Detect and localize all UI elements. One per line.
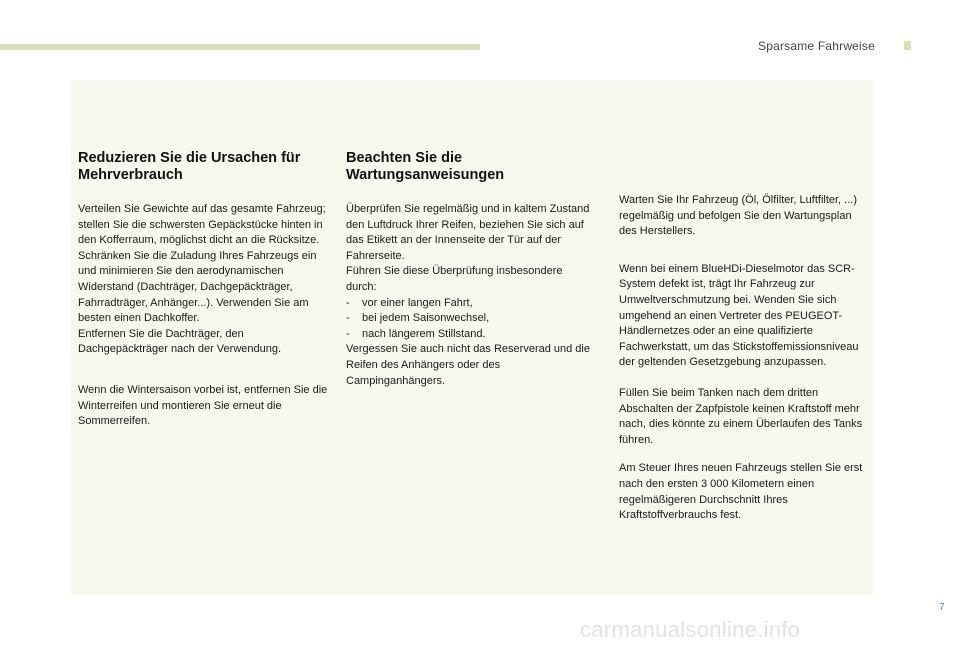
list-item: - bei jedem Saisonwechsel, — [346, 312, 490, 325]
chapter-title: Sparsame Fahrweise — [758, 39, 875, 53]
column-weight — [78, 150, 328, 430]
column-maintenance-continued — [619, 193, 869, 524]
paragraph: Verteilen Sie Gewichte auf das gesamte Fahrzeug; stellen Sie die schwersten Gepäckstücke hinten in den Kofferraum, möglichst dicht an die Rücksitze. — [78, 203, 326, 247]
section-title-weight: Reduzieren Sie die Ursachen für Mehrverbrauch — [78, 150, 301, 183]
page-number: 7 — [939, 602, 945, 613]
list-item: - nach längerem Stillstand. — [346, 327, 486, 340]
paragraph: Wenn die Wintersaison vorbei ist, entfernen Sie die Winterreifen und montieren Sie erneut die Sommerreifen. — [78, 383, 328, 428]
paragraph: Warten Sie Ihr Fahrzeug (Öl, Ölfilter, Luftfilter, ...) regelmäßig und befolgen Sie den Wartungsplan des Herstellers. — [619, 194, 858, 238]
watermark: carmanualsonline.info — [580, 617, 801, 642]
header-accent-bar — [0, 44, 480, 50]
paragraph: Füllen Sie beim Tanken nach dem dritten Abschalten der Zapfpistole keinen Kraftstoff mehr nach, dies könnte zu einem Überlaufen des Tanks führen. — [619, 386, 863, 446]
paragraph: Schränken Sie die Zuladung Ihres Fahrzeugs ein und minimieren Sie den aerodynamischen Widerstand (Dachträger, Dachgepäckträger, Fahrradträger, Anhänger...). Verwenden Sie am besten einen Dachkoffer. — [78, 249, 317, 325]
header-marker — [904, 41, 911, 50]
paragraph: Entfernen Sie die Dachträger, den Dachgepäckträger nach der Verwendung. — [78, 327, 282, 356]
paragraph: Vergessen Sie auch nicht das Reserverad und die Reifen des Anhängers oder des Campinganhängers. — [346, 343, 590, 387]
column-maintenance — [346, 150, 596, 389]
check-list — [346, 296, 596, 343]
paragraph: Führen Sie diese Überprüfung insbesondere durch: — [346, 265, 563, 293]
paragraph: Wenn bei einem BlueHDi-Dieselmotor das SCR-System defekt ist, trägt Ihr Fahrzeug zur Umweltverschmutzung bei. Wenden Sie sich umgehend an einen Vertreter des PEUGEOT-Händlernetzes oder an eine qualifizierte Fachwerkstatt, um das Stickstoffemissionsniveau der geltenden Gesetzgebung anzupassen. — [619, 262, 859, 369]
section-title-maintenance: Beachten Sie die Wartungsanweisungen — [346, 150, 505, 183]
list-item: - vor einer langen Fahrt, — [346, 296, 473, 309]
paragraph: Am Steuer Ihres neuen Fahrzeugs stellen Sie erst nach den ersten 3 000 Kilometern einen regelmäßigeren Durchschnitt Ihres Kraftstoffverbrauchs fest. — [619, 462, 863, 522]
paragraph: Überprüfen Sie regelmäßig und in kaltem Zustand den Luftdruck Ihrer Reifen, beziehen Sie sich auf das Etikett an der Innenseite der Tür auf der Fahrerseite. — [346, 203, 590, 262]
